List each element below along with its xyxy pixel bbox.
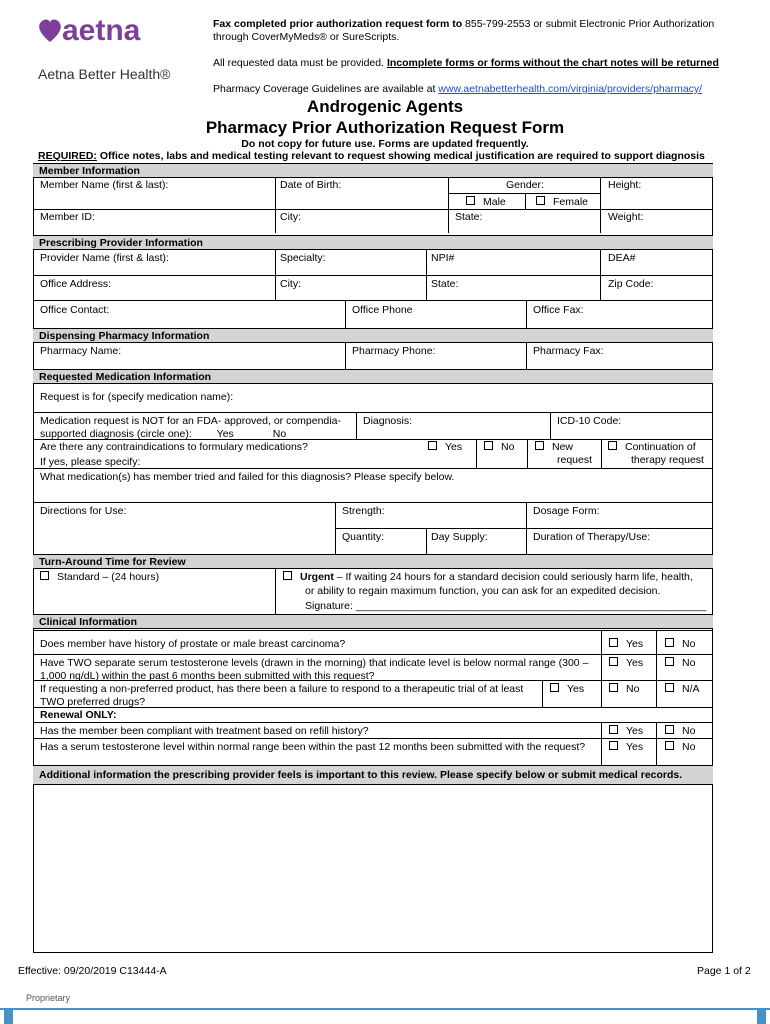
new-request-option[interactable]: New	[535, 441, 573, 454]
q4-no[interactable]: No	[665, 725, 695, 738]
office-fax-field[interactable]: Office Fax:	[533, 304, 584, 316]
continuation-option[interactable]: Continuation of	[608, 441, 696, 454]
clinical-q2: Have TWO separate serum testosterone levels (drawn in the morning) that indicate level is below normal range (300 – 1,000 ng/dL) within the past 6 months been submitted with this request?	[40, 657, 589, 682]
office-phone-field[interactable]: Office Phone	[352, 304, 413, 316]
q5-yes[interactable]: Yes	[609, 741, 643, 754]
page-number: Page 1 of 2	[697, 965, 751, 977]
zip-field[interactable]: Zip Code:	[608, 278, 654, 290]
clinical-q5: Has a serum testosterone level within normal range been within the past 12 months been submitted with the request?	[40, 741, 586, 753]
provider-name-field[interactable]: Provider Name (first & last):	[40, 252, 169, 264]
male-option[interactable]: Male	[466, 196, 506, 209]
section-pharmacy: Dispensing Pharmacy Information	[33, 328, 713, 343]
urgent-checkbox[interactable]	[283, 571, 292, 580]
female-option[interactable]: Female	[536, 196, 588, 209]
pharmacy-phone-field[interactable]: Pharmacy Phone:	[352, 345, 436, 357]
contra-yes-option[interactable]: Yes	[428, 441, 462, 454]
provider-city-field[interactable]: City:	[280, 278, 301, 290]
effective-date: Effective: 09/20/2019 C13444-A	[18, 965, 167, 977]
aetna-logo	[38, 12, 168, 48]
section-clinical: Clinical Information	[33, 614, 713, 629]
signature-field[interactable]: Signature: ____________________________________________________________	[305, 600, 707, 612]
fda-no-option[interactable]: No	[272, 428, 287, 440]
section-provider: Prescribing Provider Information	[33, 235, 713, 250]
q3-yes[interactable]: Yes	[550, 683, 584, 696]
footer-accent-bar	[0, 1006, 770, 1024]
renewal-label: Renewal ONLY:	[40, 709, 117, 721]
required-notice: REQUIRED: Office notes, labs and medical testing relevant to request showing medical justification are required to support diagnosis	[38, 150, 705, 162]
member-id-field[interactable]: Member ID:	[40, 211, 95, 223]
guidelines-link[interactable]: www.aetnabetterhealth.com/virginia/providers/pharmacy/	[438, 83, 703, 95]
day-supply-field[interactable]: Day Supply:	[431, 531, 488, 543]
provider-state-field[interactable]: State:	[431, 278, 459, 290]
gender-label: Gender:	[506, 179, 544, 191]
icd10-field[interactable]: ICD-10 Code:	[557, 415, 622, 427]
specialty-field[interactable]: Specialty:	[280, 252, 326, 264]
fax-instructions-line2: through CoverMyMeds® or SureScripts.	[213, 31, 400, 43]
form-title: Androgenic Agents	[306, 97, 464, 116]
data-requirement: All requested data must be provided. Incomplete forms or forms without the chart notes will be returned	[213, 57, 719, 69]
copy-notice: Do not copy for future use. Forms are updated frequently.	[241, 138, 529, 150]
fda-question-line2: supported diagnosis (circle one): Yes No	[40, 428, 287, 440]
q4-yes[interactable]: Yes	[609, 725, 643, 738]
q3-no[interactable]: No	[609, 683, 639, 696]
office-address-field[interactable]: Office Address:	[40, 278, 112, 290]
fax-instructions: Fax completed prior authorization request form to 855-799-2553 or submit Electronic Prior Authorization	[213, 18, 715, 30]
standard-option[interactable]: Standard – (24 hours)	[40, 571, 159, 584]
member-city-field[interactable]: City:	[280, 211, 301, 223]
height-field[interactable]: Height:	[608, 179, 642, 191]
npi-field[interactable]: NPI#	[431, 252, 455, 264]
contraindications-specify[interactable]: If yes, please specify:	[40, 456, 141, 468]
weight-field[interactable]: Weight:	[608, 211, 644, 223]
diagnosis-field[interactable]: Diagnosis:	[363, 415, 413, 427]
q1-yes[interactable]: Yes	[609, 638, 643, 651]
strength-field[interactable]: Strength:	[342, 505, 385, 517]
logo-wordmark: aetna	[62, 14, 141, 47]
contra-no-option[interactable]: No	[484, 441, 514, 454]
form-subtitle: Pharmacy Prior Authorization Request Form	[205, 118, 565, 137]
tried-failed-question[interactable]: What medication(s) has member tried and failed for this diagnosis? Please specify below.	[40, 471, 455, 483]
office-contact-field[interactable]: Office Contact:	[40, 304, 110, 316]
clinical-q4: Has the member been compliant with treatment based on refill history?	[40, 725, 369, 737]
additional-info-header: Additional information the prescribing provider feels is important to this review. Please specify below or submit medical records.	[33, 765, 713, 785]
duration-field[interactable]: Duration of Therapy/Use:	[533, 531, 651, 543]
fda-question: Medication request is NOT for an FDA- approved, or compendia-	[40, 415, 341, 427]
guidelines-line: Pharmacy Coverage Guidelines are available at www.aetnabetterhealth.com/virginia/providers/pharmacy/	[213, 83, 703, 95]
heart-icon	[39, 20, 61, 42]
urgent-text-line2: or ability to regain maximum function, you can ask for an expedited decision.	[305, 585, 661, 597]
section-medication: Requested Medication Information	[33, 369, 713, 384]
proprietary-label: Proprietary	[26, 993, 71, 1003]
directions-field[interactable]: Directions for Use:	[40, 505, 127, 517]
male-checkbox[interactable]	[466, 196, 475, 205]
q3-na[interactable]: N/A	[665, 683, 700, 696]
female-checkbox[interactable]	[536, 196, 545, 205]
dosage-form-field[interactable]: Dosage Form:	[533, 505, 600, 517]
q1-no[interactable]: No	[665, 638, 695, 651]
pharmacy-name-field[interactable]: Pharmacy Name:	[40, 345, 122, 357]
new-request-line2: request	[557, 454, 593, 466]
member-state-field[interactable]: State:	[455, 211, 483, 223]
continuation-line2: therapy request	[631, 454, 704, 466]
standard-checkbox[interactable]	[40, 571, 49, 580]
q5-no[interactable]: No	[665, 741, 695, 754]
additional-info-area[interactable]	[34, 786, 712, 952]
section-member: Member Information	[33, 163, 713, 178]
dob-field[interactable]: Date of Birth:	[280, 179, 342, 191]
member-name-field[interactable]: Member Name (first & last):	[40, 179, 169, 191]
quantity-field[interactable]: Quantity:	[342, 531, 385, 543]
section-turnaround: Turn-Around Time for Review	[33, 554, 713, 569]
q2-no[interactable]: No	[665, 657, 695, 670]
fda-yes-option[interactable]: Yes	[216, 428, 234, 440]
dea-field[interactable]: DEA#	[608, 252, 636, 264]
contraindications-question: Are there any contraindications to formulary medications?	[40, 441, 308, 453]
clinical-q3: If requesting a non-preferred product, has there been a failure to respond to a therapeutic trial of at least TWO preferred drugs?	[40, 683, 524, 708]
clinical-q1: Does member have history of prostate or male breast carcinoma?	[40, 638, 346, 650]
q2-yes[interactable]: Yes	[609, 657, 643, 670]
pharmacy-fax-field[interactable]: Pharmacy Fax:	[533, 345, 604, 357]
brand-subtitle: Aetna Better Health®	[38, 66, 171, 82]
urgent-option[interactable]: Urgent – If waiting 24 hours for a standard decision could seriously harm life, health,	[283, 571, 693, 584]
medication-name-field[interactable]: Request is for (specify medication name):	[40, 391, 234, 403]
